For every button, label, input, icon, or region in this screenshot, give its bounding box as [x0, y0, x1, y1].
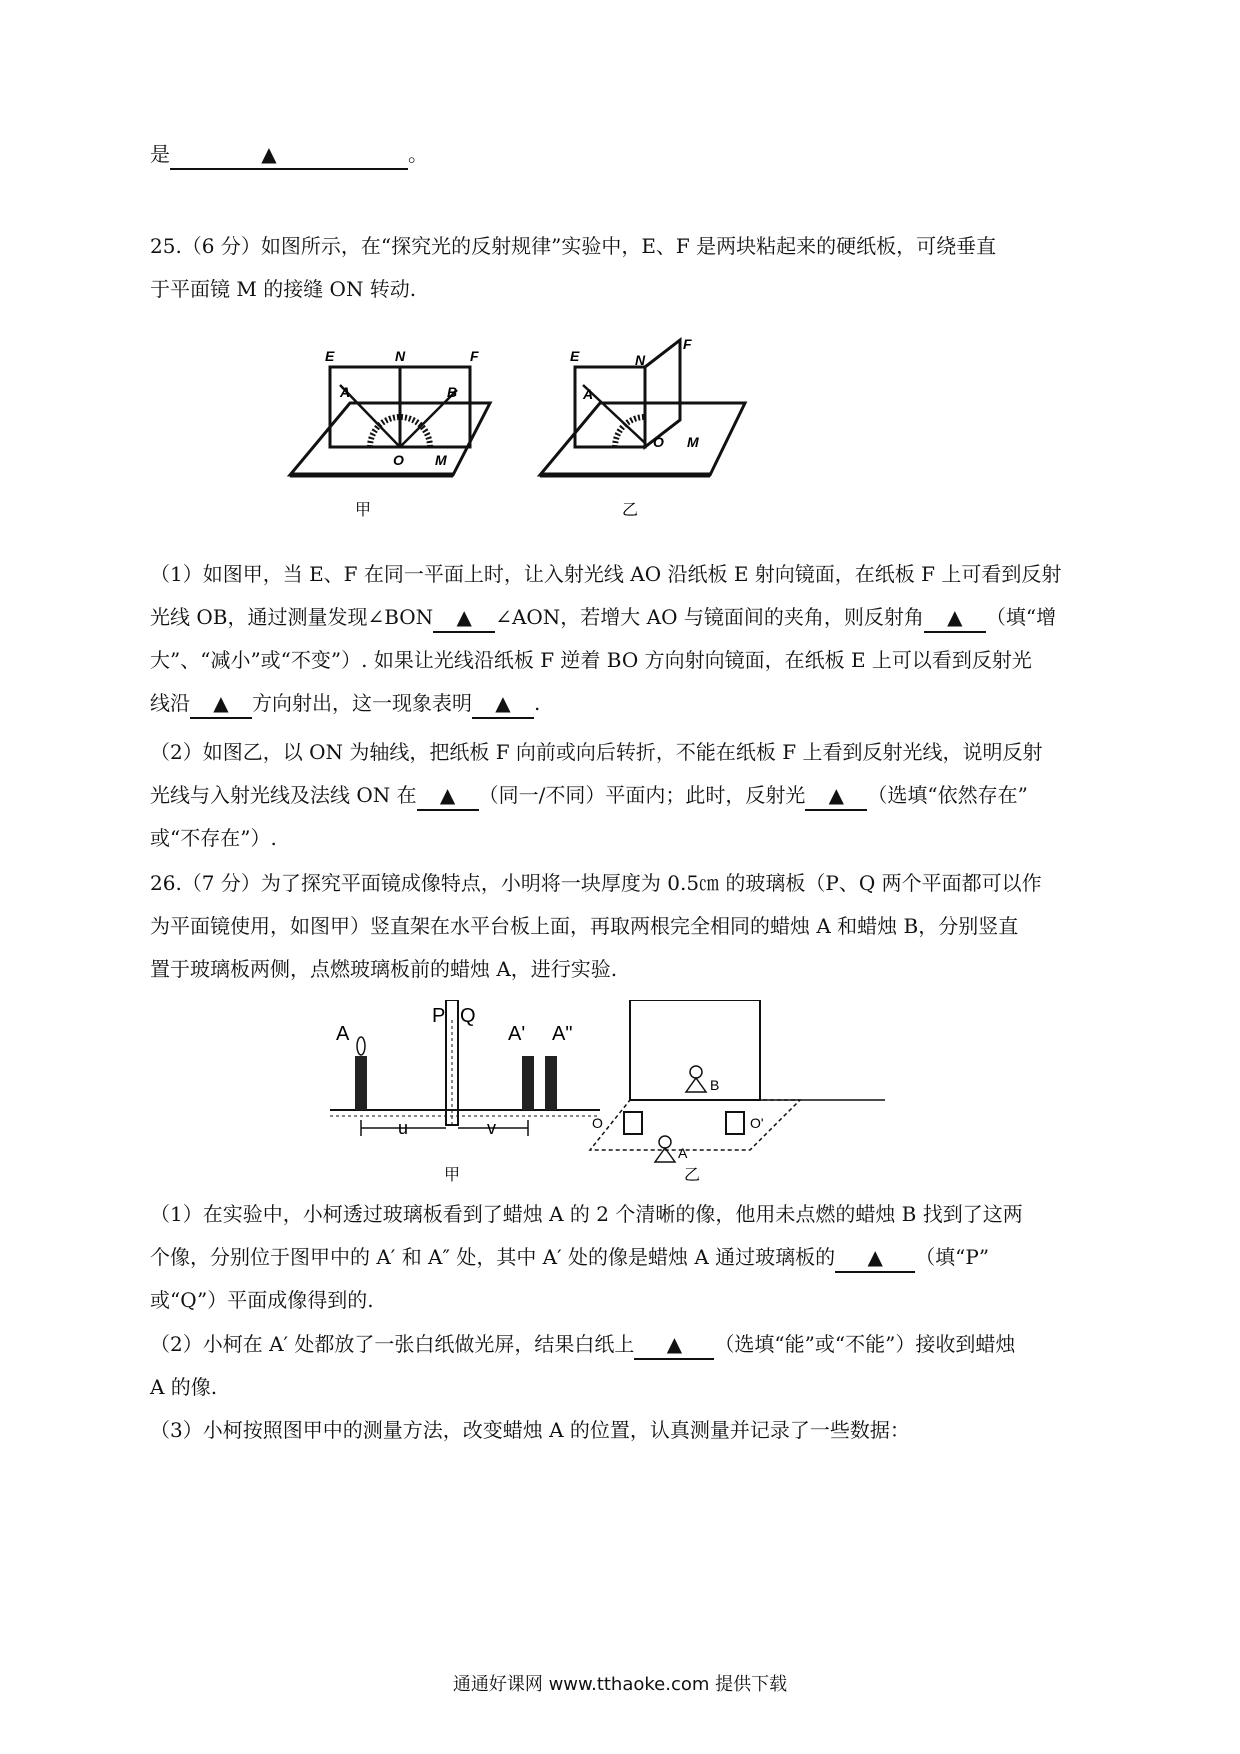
figure-yi [540, 336, 745, 519]
figure-caption: 甲 [354, 502, 372, 519]
svg-text:O: O [393, 452, 404, 468]
q24-prefix: 是 [150, 142, 170, 166]
svg-text:v: v [487, 1118, 496, 1138]
figure-caption: 甲 [443, 1167, 461, 1184]
answer-blank[interactable]: ▲ [805, 781, 867, 811]
answer-blank[interactable]: ▲ [472, 689, 534, 719]
q25-stem-line-1: 25.（6 分）如图所示，在“探究光的反射规律”实验中，E、F 是两块粘起来的硬纸板，可绕垂直 [150, 234, 997, 258]
svg-text:Q: Q [460, 1005, 476, 1027]
q25-p1-line-3: 大”、“减小”或“不变”）. 如果让光线沿纸板 F 逆着 BO 方向射向镜面，在纸板 E 上可以看到反射光 [150, 648, 1032, 672]
image-a1 [522, 1056, 534, 1110]
svg-text:F: F [470, 348, 479, 364]
svg-text:O: O [653, 434, 664, 450]
svg-text:A: A [583, 386, 594, 402]
q25-stem-line-2: 于平面镜 M 的接缝 ON 转动. [150, 277, 417, 301]
svg-text:E: E [570, 348, 580, 364]
answer-blank[interactable]: ▲ [924, 603, 986, 633]
figure-caption: 乙 [683, 1167, 701, 1184]
answer-blank[interactable]: ▲ [170, 140, 408, 170]
answer-blank[interactable]: ▲ [433, 603, 495, 633]
q26-p3-line-1: （3）小柯按照图甲中的测量方法，改变蜡烛 A 的位置，认真测量并记录了一些数据： [150, 1418, 910, 1442]
svg-text:O': O' [750, 1115, 764, 1131]
q26-stem-line-2: 为平面镜使用，如图甲）竖直架在水平台板上面，再取两根完全相同的蜡烛 A 和蜡烛 B，分别竖直 [150, 914, 1019, 938]
svg-text:P: P [432, 1005, 446, 1027]
answer-blank[interactable]: ▲ [417, 781, 479, 811]
mirror-plane [290, 403, 490, 475]
svg-text:A": A" [552, 1023, 573, 1045]
q26-p1-line-2: 个像，分别位于图甲中的 A′ 和 A″ 处，其中 A′ 处的像是蜡烛 A 通过玻璃板的 ▲ （填“P” [150, 1243, 989, 1273]
answer-blank[interactable]: ▲ [190, 689, 252, 719]
q26-p1-line-3: 或“Q”）平面成像得到的. [150, 1288, 374, 1312]
q25-p1-line-4: 线沿 ▲ 方向射出，这一现象表明 ▲ . [150, 689, 540, 719]
q26-p1-line-1: （1）在实验中，小柯透过玻璃板看到了蜡烛 A 的 2 个清晰的像，他用未点燃的蜡烛 B 找到了这两 [150, 1202, 1023, 1226]
q25-p2-line-1: （2）如图乙，以 ON 为轴线，把纸板 F 向前或向后转折，不能在纸板 F 上看到反射光线，说明反射 [150, 740, 1043, 764]
q26-p2-line-1: （2）小柯在 A′ 处都放了一张白纸做光屏，结果白纸上 ▲ （选填“能”或“不能”）接收到蜡烛 [150, 1330, 1015, 1360]
svg-text:B: B [710, 1077, 720, 1093]
svg-text:O: O [592, 1115, 603, 1131]
svg-text:A: A [678, 1145, 688, 1161]
q26-stem-line-3: 置于玻璃板两侧，点燃玻璃板前的蜡烛 A，进行实验. [150, 957, 618, 981]
flame [357, 1037, 365, 1055]
image-a2 [545, 1056, 557, 1110]
figure-jia [330, 1000, 600, 1184]
svg-text:F: F [683, 336, 692, 352]
svg-text:A: A [340, 384, 351, 400]
q25-p2-line-2: 光线与入射光线及法线 ON 在 ▲ （同一/不同）平面内；此时，反射光 ▲ （选填“依然存在” [150, 781, 1028, 811]
page-footer: 通通好课网 www.tthaoke.com 提供下载 [452, 1674, 788, 1695]
q24-answer-line: 是 ▲ 。 [150, 140, 428, 170]
q25-p1-line-2: 光线 OB，通过测量发现∠BON ▲ ∠AON，若增大 AO 与镜面间的夹角，则反射角 ▲ （填“增 [150, 603, 1056, 633]
svg-text:M: M [687, 434, 699, 450]
paperboard-e [575, 367, 645, 447]
reflection-figure [285, 335, 785, 525]
svg-text:B: B [447, 384, 458, 400]
answer-blank[interactable]: ▲ [835, 1243, 915, 1273]
svg-text:N: N [395, 348, 406, 364]
svg-text:A': A' [508, 1023, 526, 1045]
figure-jia [290, 348, 490, 519]
paperboard-f-folded [645, 340, 680, 447]
answer-blank[interactable]: ▲ [634, 1330, 714, 1360]
svg-text:M: M [435, 452, 447, 468]
svg-text:A: A [336, 1023, 350, 1045]
q26-p2-line-2: A 的像. [150, 1375, 218, 1399]
svg-text:N: N [635, 352, 646, 368]
q25-p2-line-3: 或“不存在”）. [150, 826, 277, 850]
q25-p1-line-1: （1）如图甲，当 E、F 在同一平面上时，让入射光线 AO 沿纸板 E 射向镜面，在纸板 F 上可看到反射 [150, 562, 1062, 586]
plane-mirror-figure [330, 1000, 885, 1200]
figure-caption: 乙 [621, 502, 639, 519]
glass-plate [630, 1000, 760, 1100]
svg-text:u: u [398, 1118, 409, 1138]
svg-text:E: E [325, 348, 335, 364]
q26-stem-line-1: 26.（7 分）为了探究平面镜成像特点，小明将一块厚度为 0.5㎝ 的玻璃板（P、Q 两个平面都可以作 [150, 871, 1042, 895]
figure-yi [590, 1000, 885, 1184]
candle-a [355, 1056, 367, 1110]
